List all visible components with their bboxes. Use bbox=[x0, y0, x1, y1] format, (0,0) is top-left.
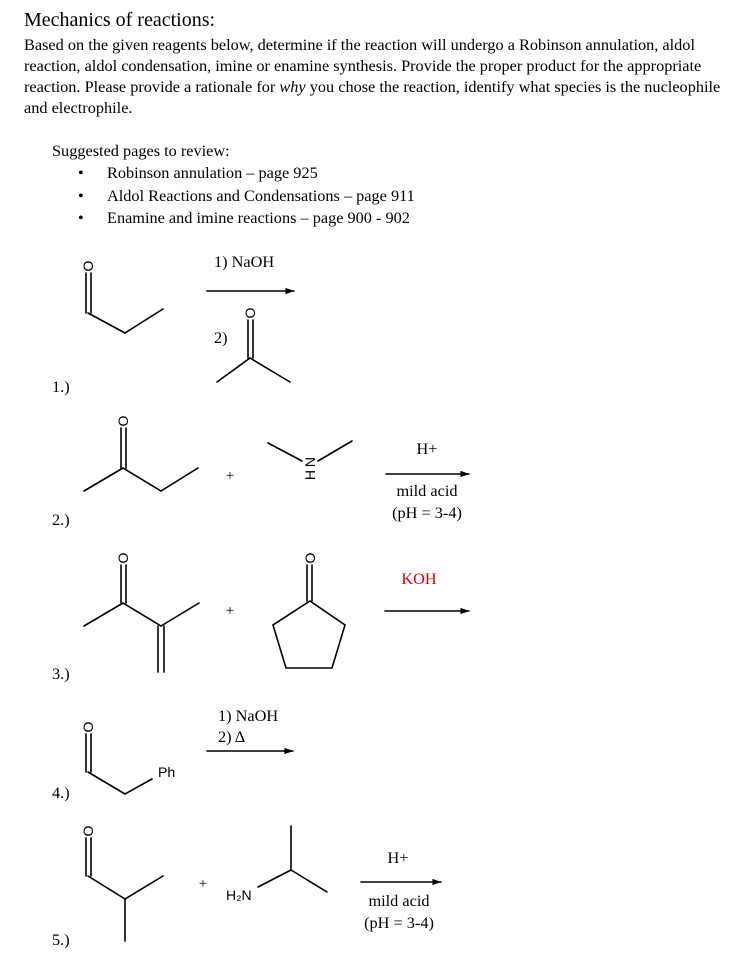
p5-reactant-isobutyraldehyde bbox=[86, 838, 163, 941]
p5-condition-1: mild acid bbox=[368, 891, 430, 910]
review-item-robinson: • Robinson annulation – page 925 bbox=[78, 162, 415, 185]
p1-number: 1.) bbox=[52, 377, 70, 396]
p5-plus: + bbox=[198, 876, 208, 892]
p3-reagent-oxygen-label: O bbox=[302, 552, 318, 564]
p2-hydrogen-label: H bbox=[302, 469, 318, 481]
instructions-emphasis: why bbox=[279, 77, 306, 96]
p2-nitrogen-label: N bbox=[302, 456, 318, 468]
p3-reagent-cyclopentanone bbox=[273, 565, 345, 668]
p1-condition-step2: 2) bbox=[214, 328, 228, 347]
p4-condition-step2: 2) Δ bbox=[218, 727, 246, 746]
p2-oxygen-label: O bbox=[115, 415, 131, 427]
p4-reactant-phenylacetaldehyde bbox=[86, 734, 152, 794]
p3-plus: + bbox=[225, 603, 235, 619]
p1-reagent-oxygen-label: O bbox=[242, 307, 258, 319]
p5-condition-2: (pH = 3-4) bbox=[364, 913, 434, 932]
p5-number: 5.) bbox=[52, 930, 70, 949]
p5-oxygen-label: O bbox=[80, 825, 96, 837]
p2-condition-2: (pH = 3-4) bbox=[392, 503, 462, 522]
p4-phenyl-label: Ph bbox=[158, 764, 176, 780]
p2-number: 2.) bbox=[52, 510, 70, 529]
review-item-enamine-imine: • Enamine and imine reactions – page 900 - 902 bbox=[78, 207, 415, 230]
p2-reactant-butanone bbox=[84, 428, 198, 491]
p5-amine-label: H₂N bbox=[226, 887, 252, 903]
p3-reactant-methyl-isopropenyl-ketone bbox=[84, 565, 199, 672]
p1-oxygen-label: O bbox=[80, 260, 96, 272]
instructions-text-2: you chose the reaction, identify what species is the nucleophile and electrophile. bbox=[24, 77, 721, 117]
page-title: Mechanics of reactions: bbox=[24, 9, 216, 31]
p2-condition-1: mild acid bbox=[396, 481, 458, 500]
p5-reagent: H+ bbox=[387, 848, 409, 867]
review-heading: Suggested pages to review: bbox=[52, 141, 230, 160]
p2-reagent: H+ bbox=[416, 439, 438, 458]
p5-reagent-isopropylamine bbox=[258, 826, 327, 892]
instructions-text-1: Based on the given reagents below, determine if the reaction will undergo a Robinson annulation, aldol reaction, aldol condensation, imine or enamine synthesis. Provide the proper product for the appropriate reaction. Please provide a rationale for bbox=[24, 35, 702, 96]
p1-reactant-propanal bbox=[86, 273, 163, 333]
p2-plus: + bbox=[225, 468, 235, 484]
p3-reagent: KOH bbox=[401, 569, 437, 588]
p1-reagent-acetone bbox=[217, 320, 290, 382]
p4-number: 4.) bbox=[52, 783, 70, 802]
p3-number: 3.) bbox=[52, 664, 70, 683]
p4-oxygen-label: O bbox=[80, 721, 96, 733]
review-item-aldol: • Aldol Reactions and Condensations – page 911 bbox=[78, 185, 415, 208]
p3-oxygen-label: O bbox=[115, 552, 131, 564]
p1-condition-step1: 1) NaOH bbox=[214, 252, 275, 271]
p4-condition-step1: 1) NaOH bbox=[218, 706, 279, 725]
